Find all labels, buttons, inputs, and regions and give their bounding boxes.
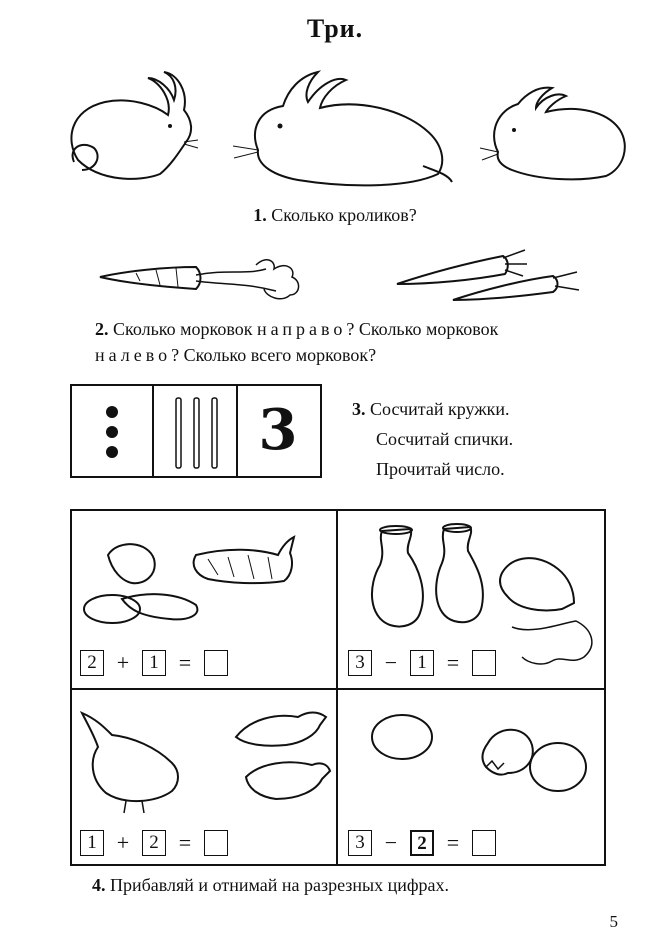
number-card: 3 — [348, 650, 372, 676]
operator: − — [384, 650, 398, 675]
question-2 — [95, 316, 625, 368]
answer-box[interactable] — [472, 650, 496, 676]
number-card: 2 — [410, 830, 434, 856]
question-1-number: 1. — [253, 205, 267, 225]
equation-1 — [80, 649, 228, 677]
equals-sign: = — [446, 830, 460, 855]
rabbit-illustration-1 — [60, 70, 200, 190]
question-3 — [352, 394, 652, 484]
question-4-number: 4. — [92, 875, 106, 895]
hen-illustration-group — [76, 707, 332, 817]
equation-2 — [348, 649, 496, 677]
answer-box[interactable] — [204, 830, 228, 856]
answer-box[interactable] — [204, 650, 228, 676]
question-2-number: 2. — [95, 319, 109, 339]
card-divider — [152, 386, 154, 476]
operator: + — [116, 830, 130, 855]
number-card: 3 — [348, 830, 372, 856]
equation-3 — [80, 829, 228, 857]
digit-card: 3 — [258, 397, 298, 463]
question-1-text: Сколько кроликов? — [271, 205, 417, 225]
question-3-line-2: Сосчитай спички. — [376, 429, 514, 449]
three-dots — [102, 402, 122, 462]
three-matches — [168, 394, 228, 472]
question-1 — [0, 202, 670, 228]
exercise-grid — [70, 509, 606, 866]
question-4 — [92, 872, 652, 898]
number-card: 1 — [80, 830, 104, 856]
carrot-illustration-left — [96, 255, 306, 305]
operator: + — [116, 650, 130, 675]
equals-sign: = — [178, 830, 192, 855]
equals-sign: = — [178, 650, 192, 675]
carrot-illustration-right — [393, 246, 593, 306]
question-4-text: Прибавляй и отнимай на разрезных цифрах. — [110, 875, 450, 895]
number-card: 1 — [142, 650, 166, 676]
grid-divider-horizontal — [72, 688, 604, 690]
number-card: 2 — [142, 830, 166, 856]
equation-4 — [348, 829, 496, 857]
question-2-left: налево — [95, 345, 172, 365]
question-3-line-3: Прочитай число. — [376, 459, 505, 479]
card-divider — [236, 386, 238, 476]
question-3-number: 3. — [352, 399, 366, 419]
number-card: 1 — [410, 650, 434, 676]
question-2-text-3: ? Сколько всего морковок? — [171, 345, 377, 365]
question-2-text-2: ? Сколько морковок — [346, 319, 499, 339]
rabbit-illustration-3 — [478, 82, 628, 182]
question-2-text-1: Сколько морковок — [113, 319, 253, 339]
operator: − — [384, 830, 398, 855]
rabbit-illustration-2 — [228, 70, 458, 190]
equals-sign: = — [446, 650, 460, 675]
counting-card — [70, 384, 322, 478]
cat-illustration-group — [78, 535, 328, 635]
answer-box[interactable] — [472, 830, 496, 856]
page-title: Три. — [306, 14, 364, 43]
question-3-line-1: Сосчитай кружки. — [370, 399, 510, 419]
page-number: 5 — [609, 912, 618, 931]
number-card: 2 — [80, 650, 104, 676]
egg-illustration-group — [368, 711, 598, 811]
question-2-right: направо — [256, 319, 347, 339]
